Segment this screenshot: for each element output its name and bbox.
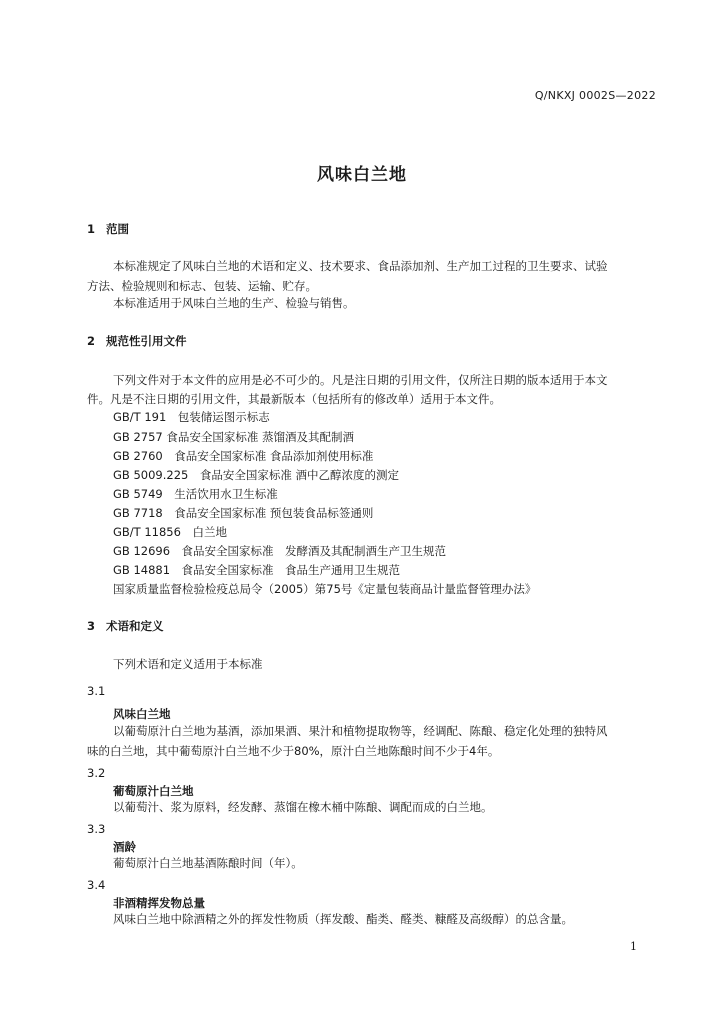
term-definition: 葡萄原汁白兰地基酒陈酿时间（年）。 — [113, 856, 303, 870]
reference-item: GB 5009.225 食品安全国家标准 酒中乙醇浓度的测定 — [113, 468, 399, 482]
reference-item: 国家质量监督检验检疫总局令（2005）第75号《定量包装商品计量监督管理办法》 — [113, 582, 537, 596]
term-number: 3.2 — [87, 766, 106, 780]
section-title: 术语和定义 — [106, 619, 164, 633]
paragraph-continuation: 方法、检验规则和标志、包装、运输、贮存。 — [87, 279, 317, 293]
reference-item: GB/T 191 包装储运图示标志 — [113, 410, 270, 424]
reference-item: GB 2757 食品安全国家标准 蒸馏酒及其配制酒 — [113, 430, 355, 444]
section-number: 3 — [87, 619, 96, 633]
document-title: 风味白兰地 — [317, 165, 407, 185]
paragraph: 下列文件对于本文件的应用是必不可少的。凡是注日期的引用文件，仅所注日期的版本适用于本文 — [113, 373, 608, 387]
reference-item: GB 12696 食品安全国家标准 发酵酒及其配制酒生产卫生规范 — [113, 544, 447, 558]
section-title: 范围 — [106, 222, 129, 236]
term-name: 非酒精挥发物总量 — [113, 896, 205, 910]
paragraph: 本标准适用于风味白兰地的生产、检验与销售。 — [113, 296, 355, 310]
term-definition: 风味白兰地中除酒精之外的挥发性物质（挥发酸、酯类、醛类、糠醛及高级醇）的总含量。 — [113, 912, 573, 926]
section-3-heading — [87, 618, 164, 634]
term-definition: 以葡萄汁、浆为原料，经发酵、蒸馏在橡木桶中陈酿、调配而成的白兰地。 — [113, 800, 493, 814]
section-title: 规范性引用文件 — [106, 334, 187, 348]
paragraph-continuation: 件。凡是不注日期的引用文件，其最新版本（包括所有的修改单）适用于本文件。 — [87, 392, 501, 406]
term-number: 3.3 — [87, 822, 106, 836]
section-2-heading — [87, 333, 187, 349]
reference-item: GB/T 11856 白兰地 — [113, 525, 227, 539]
section-number: 1 — [87, 222, 96, 236]
paragraph: 本标准规定了风味白兰地的术语和定义、技术要求、食品添加剂、生产加工过程的卫生要求、试验 — [113, 259, 608, 273]
standard-code: Q/NKXJ 0002S—2022 — [534, 89, 656, 102]
reference-item: GB 5749 生活饮用水卫生标准 — [113, 487, 278, 501]
term-number: 3.1 — [87, 684, 106, 698]
term-name: 葡萄原汁白兰地 — [113, 784, 194, 798]
section-1-heading — [87, 221, 129, 237]
reference-item: GB 14881 食品安全国家标准 食品生产通用卫生规范 — [113, 563, 401, 577]
section-number: 2 — [87, 334, 96, 348]
term-name: 风味白兰地 — [113, 707, 171, 721]
reference-item: GB 7718 食品安全国家标准 预包装食品标签通则 — [113, 506, 374, 520]
paragraph: 下列术语和定义适用于本标准 — [113, 657, 263, 671]
term-definition-continuation: 味的白兰地，其中葡萄原汁白兰地不少于80%，原汁白兰地陈酿时间不少于4年。 — [87, 744, 500, 758]
term-name: 酒龄 — [113, 840, 136, 854]
page-number: 1 — [630, 940, 637, 953]
term-number: 3.4 — [87, 878, 106, 892]
term-definition: 以葡萄原汁白兰地为基酒，添加果酒、果汁和植物提取物等，经调配、陈酿、稳定化处理的独特风 — [113, 724, 608, 738]
reference-item: GB 2760 食品安全国家标准 食品添加剂使用标准 — [113, 449, 374, 463]
